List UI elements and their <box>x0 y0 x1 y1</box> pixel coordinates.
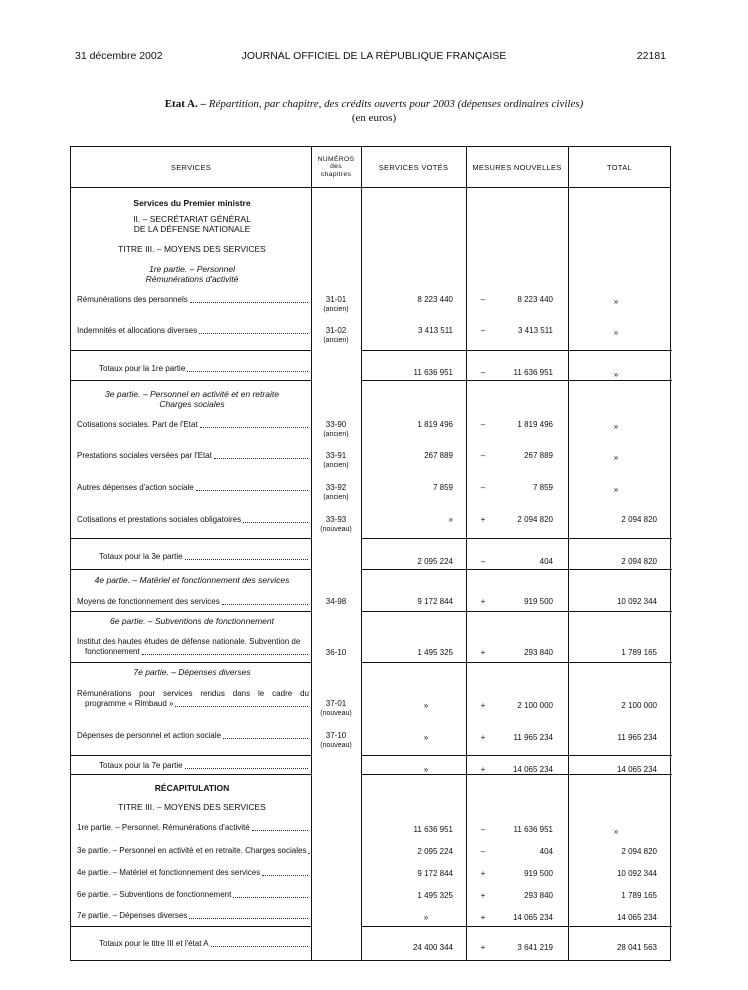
row-mesures: 919 500 <box>524 869 553 878</box>
header-journal-title: JOURNAL OFFICIEL DE LA RÉPUBLIQUE FRANÇAISE <box>241 50 507 62</box>
row-total: » <box>613 485 619 494</box>
col-header-numeros <box>311 147 361 187</box>
row-label: Cotisations et prestations sociales obligatoires <box>77 515 309 525</box>
row-chapter: 31-02 (ancien) <box>323 326 349 344</box>
row-votes: 7 859 <box>432 483 453 492</box>
row-label: Autres dépenses d'action sociale <box>77 483 309 493</box>
row-votes: 8 223 440 <box>417 295 453 304</box>
row-sign: + <box>480 891 486 900</box>
row-sign: + <box>480 733 486 742</box>
row-total: » <box>613 422 619 431</box>
row-label: 4e partie. – Matériel et fonctionnement des services <box>77 868 309 878</box>
row-votes: 9 172 844 <box>417 869 453 878</box>
row-votes: » <box>423 701 429 710</box>
row-mesures: 919 500 <box>524 597 553 606</box>
row-mesures: 3 641 219 <box>517 943 553 952</box>
row-label: Cotisations sociales. Part de l'Etat <box>77 420 309 430</box>
row-chapter: 37-01 (nouveau) <box>320 699 352 717</box>
col-divider <box>568 147 569 960</box>
col-header-services: SERVICES <box>170 162 212 172</box>
row-mesures: 2 094 820 <box>517 515 553 524</box>
section-part6: 6e partie. – Subventions de fonctionnement <box>110 616 274 626</box>
section-part1-line1: 1re partie. – Personnel <box>149 264 235 274</box>
row-sign: + <box>480 943 486 952</box>
row-mesures: 7 859 <box>532 483 553 492</box>
row-votes: 9 172 844 <box>417 597 453 606</box>
row-mesures: 267 889 <box>524 451 553 460</box>
col-header-numeros-2: des <box>330 163 342 171</box>
row-label: Dépenses de personnel et action sociale <box>77 731 309 741</box>
row-mesures: 2 100 000 <box>517 701 553 710</box>
row-sign: – <box>480 368 486 377</box>
row-mesures: 3 413 511 <box>518 326 553 335</box>
col-divider <box>311 147 312 960</box>
row-votes: 2 095 224 <box>417 557 453 566</box>
row-sign: + <box>480 869 486 878</box>
row-chapter: 33-91 (ancien) <box>323 451 349 469</box>
col-header-numeros-3: chapitres <box>320 170 352 178</box>
section-part3-line2: Charges sociales <box>159 399 225 409</box>
row-total: » <box>613 827 619 836</box>
row-chapter: 37-10 (nouveau) <box>320 731 352 749</box>
row-total: 1 789 165 <box>621 648 657 657</box>
col-header-mesures: MESURES NOUVELLES <box>472 162 562 172</box>
row-votes: 1 495 325 <box>417 891 453 900</box>
row-total: 1 789 165 <box>621 891 657 900</box>
header-divider <box>71 187 670 188</box>
row-label: 7e partie. – Dépenses diverses <box>77 911 309 921</box>
row-mesures: 11 965 234 <box>513 733 553 742</box>
row-sign: + <box>480 765 486 774</box>
col-divider <box>361 147 362 960</box>
row-mesures: 404 <box>539 847 553 856</box>
section-recapitulation: RÉCAPITULATION <box>154 783 230 793</box>
row-sign: + <box>480 701 486 710</box>
row-label: Institut des hautes études de défense nationale. Subvention de fonctionnement <box>77 637 309 657</box>
row-mesures: 14 065 234 <box>512 913 553 922</box>
row-label: Totaux pour le titre III et l'état A <box>99 939 309 949</box>
row-sign: – <box>480 825 486 834</box>
row-sign: + <box>480 515 486 524</box>
row-label: Indemnités et allocations diverses <box>77 326 309 336</box>
row-label: Totaux pour la 7e partie <box>99 761 309 771</box>
section-recap-titre-iii: TITRE III. – MOYENS DES SERVICES <box>118 802 266 812</box>
row-mesures: 293 840 <box>524 648 553 657</box>
row-mesures: 11 636 951 <box>513 368 553 377</box>
row-sign: – <box>480 483 486 492</box>
row-sign: + <box>480 597 486 606</box>
row-sign: – <box>480 295 486 304</box>
row-chapter: 34-98 <box>325 597 347 606</box>
row-total: 11 965 234 <box>617 733 657 742</box>
row-total: 2 094 820 <box>621 847 657 856</box>
row-mesures: 14 065 234 <box>512 765 553 774</box>
row-total: 14 065 234 <box>616 913 657 922</box>
row-label: Rémunérations pour services rendus dans le cadre du programme « Rimbaud » <box>77 689 309 708</box>
section-premier-ministre: Services du Premier ministre <box>133 198 251 208</box>
section-part3-line1: 3e partie. – Personnel en activité et en retraite <box>105 389 279 399</box>
row-votes: 1 495 325 <box>417 648 453 657</box>
section-part1-line2: Rémunérations d'activité <box>145 274 239 284</box>
row-votes: » <box>448 515 453 524</box>
section-sgdn-line1: II. – SECRÉTARIAT GÉNÉRAL <box>133 214 251 224</box>
row-votes: » <box>423 733 429 742</box>
row-total: 2 100 000 <box>621 701 657 710</box>
row-chapter: 33-92 (ancien) <box>323 483 349 501</box>
row-total: 14 065 234 <box>616 765 657 774</box>
row-votes: 2 095 224 <box>417 847 453 856</box>
row-label: Prestations sociales versées par l'Etat <box>77 451 309 461</box>
section-titre-iii: TITRE III. – MOYENS DES SERVICES <box>118 244 266 254</box>
row-total: 2 094 820 <box>621 557 657 566</box>
row-chapter: 33-90 (ancien) <box>323 420 349 438</box>
row-sign: – <box>480 557 486 566</box>
row-votes: 24 400 344 <box>412 943 453 952</box>
row-mesures: 293 840 <box>524 891 553 900</box>
title-prefix: Etat A. – <box>164 98 206 110</box>
row-votes: » <box>423 765 429 774</box>
row-mesures: 11 636 951 <box>513 825 553 834</box>
section-part4: 4e partie. – Matériel et fonctionnement des services <box>94 575 290 585</box>
header-date: 31 décembre 2002 <box>75 50 163 62</box>
row-total: 10 092 344 <box>616 597 657 606</box>
section-sgdn-line2: DE LA DÉFENSE NATIONALE <box>133 224 251 234</box>
header-page-number: 22181 <box>636 50 666 62</box>
row-votes: 11 636 951 <box>413 368 453 377</box>
row-label: Moyens de fonctionnement des services <box>77 597 309 607</box>
row-votes: » <box>423 913 429 922</box>
row-label: Rémunérations des personnels <box>77 295 309 305</box>
row-label: Totaux pour la 1re partie <box>99 364 309 374</box>
col-divider <box>466 147 467 960</box>
row-mesures: 404 <box>539 557 553 566</box>
row-label: Totaux pour la 3e partie <box>99 552 309 562</box>
col-header-numeros-1: NUMÉROS <box>317 155 355 163</box>
row-sign: – <box>480 847 486 856</box>
col-header-total: TOTAL <box>607 162 632 172</box>
row-total: » <box>613 370 619 379</box>
row-chapter: 36-10 <box>325 648 347 657</box>
row-votes: 267 889 <box>424 451 453 460</box>
row-label: 3e partie. – Personnel en activité et en retraite. Charges sociales <box>77 846 309 856</box>
row-total: 2 094 820 <box>621 515 657 524</box>
row-total: 10 092 344 <box>616 869 657 878</box>
row-votes: 3 413 511 <box>418 326 453 335</box>
row-label: 1re partie. – Personnel. Rémunérations d'activité <box>77 823 309 833</box>
row-total: 28 041 563 <box>616 943 657 952</box>
row-sign: – <box>480 420 486 429</box>
row-sign: – <box>480 451 486 460</box>
credits-table <box>70 146 671 961</box>
row-total: » <box>613 297 619 306</box>
document-title <box>0 98 748 110</box>
row-sign: + <box>480 913 486 922</box>
title-main: Répartition, par chapitre, des crédits ouverts pour 2003 (dépenses ordinaires civiles) <box>208 98 584 110</box>
row-sign: + <box>480 648 486 657</box>
row-total: » <box>613 453 619 462</box>
row-label: 6e partie. – Subventions de fonctionnement <box>77 890 309 900</box>
row-chapter: 31-01 (ancien) <box>323 295 349 313</box>
row-votes: 1 819 496 <box>417 420 453 429</box>
col-header-votes: SERVICES VOTÉS <box>378 162 449 172</box>
row-mesures: 1 819 496 <box>517 420 553 429</box>
row-sign: – <box>480 326 486 335</box>
row-votes: 11 636 951 <box>413 825 453 834</box>
row-chapter: 33-93 (nouveau) <box>320 515 352 533</box>
section-part7: 7e partie. – Dépenses diverses <box>133 667 251 677</box>
row-mesures: 8 223 440 <box>517 295 553 304</box>
title-unit: (en euros) <box>351 112 397 124</box>
row-total: » <box>613 328 619 337</box>
